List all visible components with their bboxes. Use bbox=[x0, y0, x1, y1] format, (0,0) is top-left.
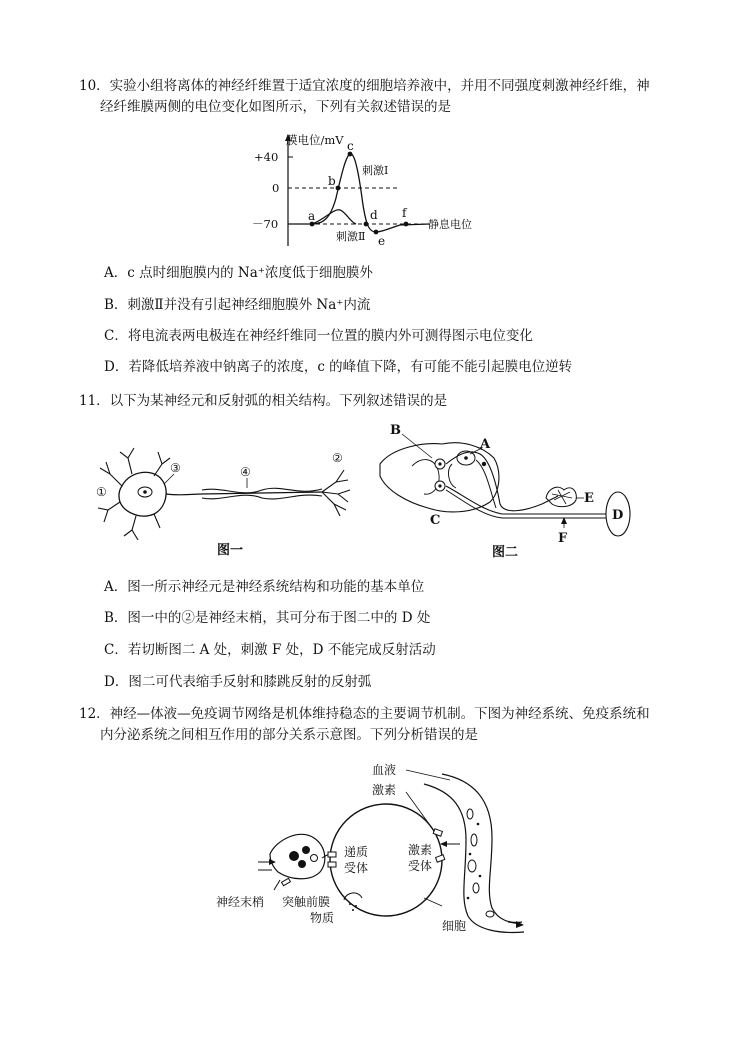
fig2-caption: 图二 bbox=[492, 545, 519, 560]
fig1-label-2: ② bbox=[332, 451, 343, 465]
point-b-label: b bbox=[328, 174, 336, 188]
fig2-label-e: E bbox=[584, 491, 594, 506]
fig1-label-4: ④ bbox=[240, 465, 251, 479]
membrane-potential-graph bbox=[250, 128, 480, 250]
transmitter-receptor-label-2: 受体 bbox=[344, 861, 369, 875]
q10-stem-line1: 10．实验小组将离体的神经纤维置于适宜浓度的细胞培养液中，并用不同强度刺激神经纤维，神 bbox=[79, 78, 650, 94]
substance-label: 物质 bbox=[310, 911, 335, 925]
graph-ylabel: 膜电位/mV bbox=[286, 133, 344, 147]
figure-2-reflex-arc bbox=[372, 418, 640, 560]
blood-label: 血液 bbox=[372, 763, 397, 777]
fig2-label-d: D bbox=[612, 508, 624, 523]
receptor-e bbox=[546, 487, 576, 506]
point-b-dot bbox=[336, 186, 341, 191]
tick-plus40: +40 bbox=[254, 150, 279, 164]
point-d-label: d bbox=[370, 208, 378, 222]
myelin-sheath-bottom bbox=[202, 495, 322, 499]
stimulus-1-label: 刺激Ⅰ bbox=[362, 164, 389, 177]
q10-option-b: B．刺激Ⅱ并没有引起神经细胞膜外 Na⁺内流 bbox=[104, 297, 371, 313]
q10-option-c: C．将电流表两电极连在神经纤维同一位置的膜内外可测得图示电位变化 bbox=[104, 328, 533, 344]
q10-stem-line2: 经纤维膜两侧的电位变化如图所示，下列有关叙述错误的是 bbox=[100, 99, 451, 115]
neuro-immune-endocrine-diagram bbox=[210, 758, 530, 936]
nerve-ending-label: 神经末梢 bbox=[216, 895, 265, 909]
point-d-dot bbox=[364, 222, 369, 227]
q10-option-d: D．若降低培养液中钠离子的浓度，c 的峰值下降，有可能不能引起膜电位逆转 bbox=[104, 359, 573, 375]
q11-option-d: D．图二可代表缩手反射和膝跳反射的反射弧 bbox=[104, 674, 372, 690]
fig2-label-c: C bbox=[430, 513, 441, 528]
axon-terminals bbox=[322, 470, 350, 516]
hormone-receptor-label-1: 激素 bbox=[408, 843, 433, 857]
tick-zero: 0 bbox=[272, 181, 280, 195]
stimulus-2-curve bbox=[312, 210, 356, 224]
fig1-label-1: ① bbox=[96, 485, 107, 499]
point-c-label: c bbox=[347, 139, 354, 153]
q12-stem-line1: 12．神经—体液—免疫调节网络是机体维持稳态的主要调节机制。下图为神经系统、免疫系统和 bbox=[79, 706, 650, 722]
fig2-label-b: B bbox=[390, 423, 401, 438]
q11-option-b: B．图一中的②是神经末梢，其可分布于图二中的 D 处 bbox=[104, 610, 431, 626]
presynaptic-membrane-label: 突触前膜 bbox=[282, 895, 331, 909]
stimulus-2-label: 刺激Ⅱ bbox=[336, 230, 366, 243]
q11-option-c: C．若切断图二 A 处，刺激 F 处，D 不能完成反射活动 bbox=[104, 642, 436, 658]
q11-option-a: A．图一所示神经元是神经系统结构和功能的基本单位 bbox=[104, 579, 425, 595]
fig2-label-f: F bbox=[558, 531, 568, 546]
tick-minus70: －70 bbox=[252, 217, 279, 231]
fig2-label-a: A bbox=[480, 437, 491, 452]
point-f-label: f bbox=[402, 206, 407, 220]
hormone-label: 激素 bbox=[372, 783, 397, 797]
q10-option-a: A．c 点时细胞膜内的 Na⁺浓度低于细胞膜外 bbox=[104, 265, 373, 281]
q12-stem-line2: 内分泌系统之间相互作用的部分关系示意图。下列分析错误的是 bbox=[100, 727, 478, 743]
fig1-label-3: ③ bbox=[170, 461, 181, 475]
figure-1-neuron bbox=[92, 438, 362, 560]
q11-stem: 11．以下为某神经元和反射弧的相关结构。下列叙述错误的是 bbox=[79, 393, 448, 409]
resting-potential-label: 静息电位 bbox=[428, 218, 472, 231]
blood-vessel-outer bbox=[442, 774, 522, 922]
hormone-receptor-label-2: 受体 bbox=[408, 859, 433, 873]
point-f-dot bbox=[404, 222, 409, 227]
transmitter-receptor-label-1: 递质 bbox=[344, 845, 369, 859]
fig1-caption: 图一 bbox=[217, 543, 244, 558]
point-a-label: a bbox=[308, 209, 316, 223]
point-e-label: e bbox=[378, 234, 386, 248]
cell-label: 细胞 bbox=[442, 919, 467, 933]
